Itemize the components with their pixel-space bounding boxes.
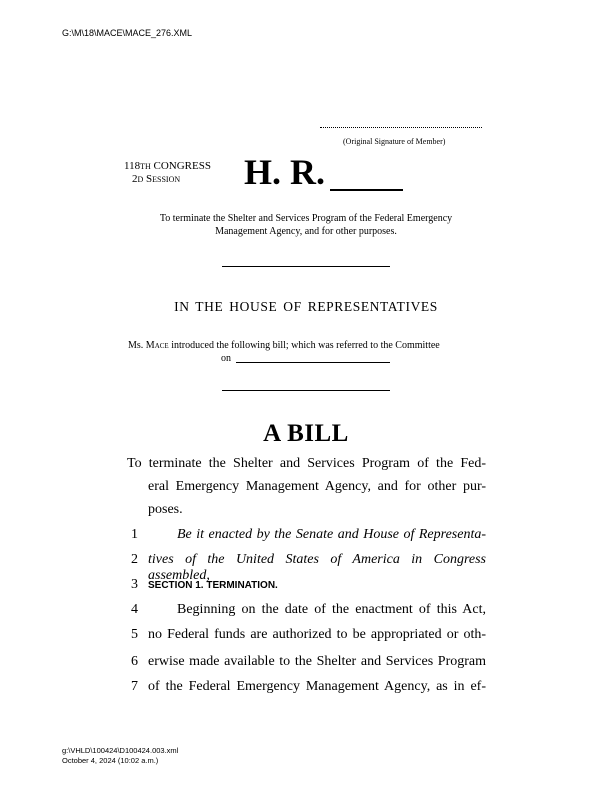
body-text-line: no Federal funds are authorized to be appropriated or oth-	[148, 627, 486, 642]
line-number: 2	[131, 552, 138, 567]
bill-title: A BILL	[263, 420, 349, 447]
congress-suffix: TH	[140, 162, 151, 171]
enacting-clause-line: tives of the United States of America in Congress assembled,	[148, 552, 486, 583]
purpose-line-2: eral Emergency Management Agency, and for other pur-	[148, 479, 486, 494]
sponsor-name: Mace	[145, 340, 169, 351]
committee-on: on	[221, 353, 231, 364]
section-heading: SECTION 1. TERMINATION.	[148, 580, 278, 591]
session-label	[132, 173, 180, 185]
congress-word: CONGRESS	[153, 160, 211, 172]
signature-line	[320, 127, 482, 128]
body-text-line: erwise made available to the Shelter and Services Program	[148, 654, 486, 669]
enacting-clause-line: Be it enacted by the Senate and House of Representa-	[177, 527, 486, 542]
body-text-line: of the Federal Emergency Management Agency, as in ef-	[148, 679, 486, 694]
divider-1	[222, 266, 390, 267]
purpose-line-1: To terminate the Shelter and Services Program of the Fed-	[127, 456, 486, 471]
footer-file-path: g:\VHLD\100424\D100424.003.xml	[62, 746, 179, 755]
line-number: 5	[131, 627, 138, 642]
bill-type: H. R.	[244, 152, 325, 192]
footer-timestamp: October 4, 2024 (10:02 a.m.)	[62, 756, 159, 765]
signature-caption: (Original Signature of Member)	[343, 137, 446, 146]
line-number: 4	[131, 602, 138, 617]
purpose-line-3: poses.	[148, 502, 183, 517]
committee-blank	[236, 362, 390, 363]
house-heading: IN THE HOUSE OF REPRESENTATIVES	[174, 299, 438, 314]
line-number: 6	[131, 654, 138, 669]
divider-2	[222, 390, 390, 391]
congress-number: 118	[124, 160, 141, 172]
session-number: 2	[132, 173, 138, 185]
line-number: 7	[131, 679, 138, 694]
intro-prefix: Ms.	[128, 340, 144, 351]
line-number: 3	[131, 577, 138, 592]
congress-label	[124, 160, 211, 172]
summary-line-2: Management Agency, and for other purposes.	[215, 226, 397, 237]
line-number: 1	[131, 527, 138, 542]
summary-line-1: To terminate the Shelter and Services Program of the Federal Emergency	[159, 213, 453, 224]
session-suffix: D	[137, 175, 144, 184]
intro-text: introduced the following bill; which was referred to the Committee	[171, 340, 440, 351]
header-file-path: G:\M\18\MACE\MACE_276.XML	[62, 28, 193, 38]
bill-number-blank	[330, 189, 403, 191]
body-text-line: Beginning on the date of the enactment of this Act,	[177, 602, 486, 617]
introduction-line	[128, 340, 440, 351]
session-word: Session	[146, 173, 181, 185]
